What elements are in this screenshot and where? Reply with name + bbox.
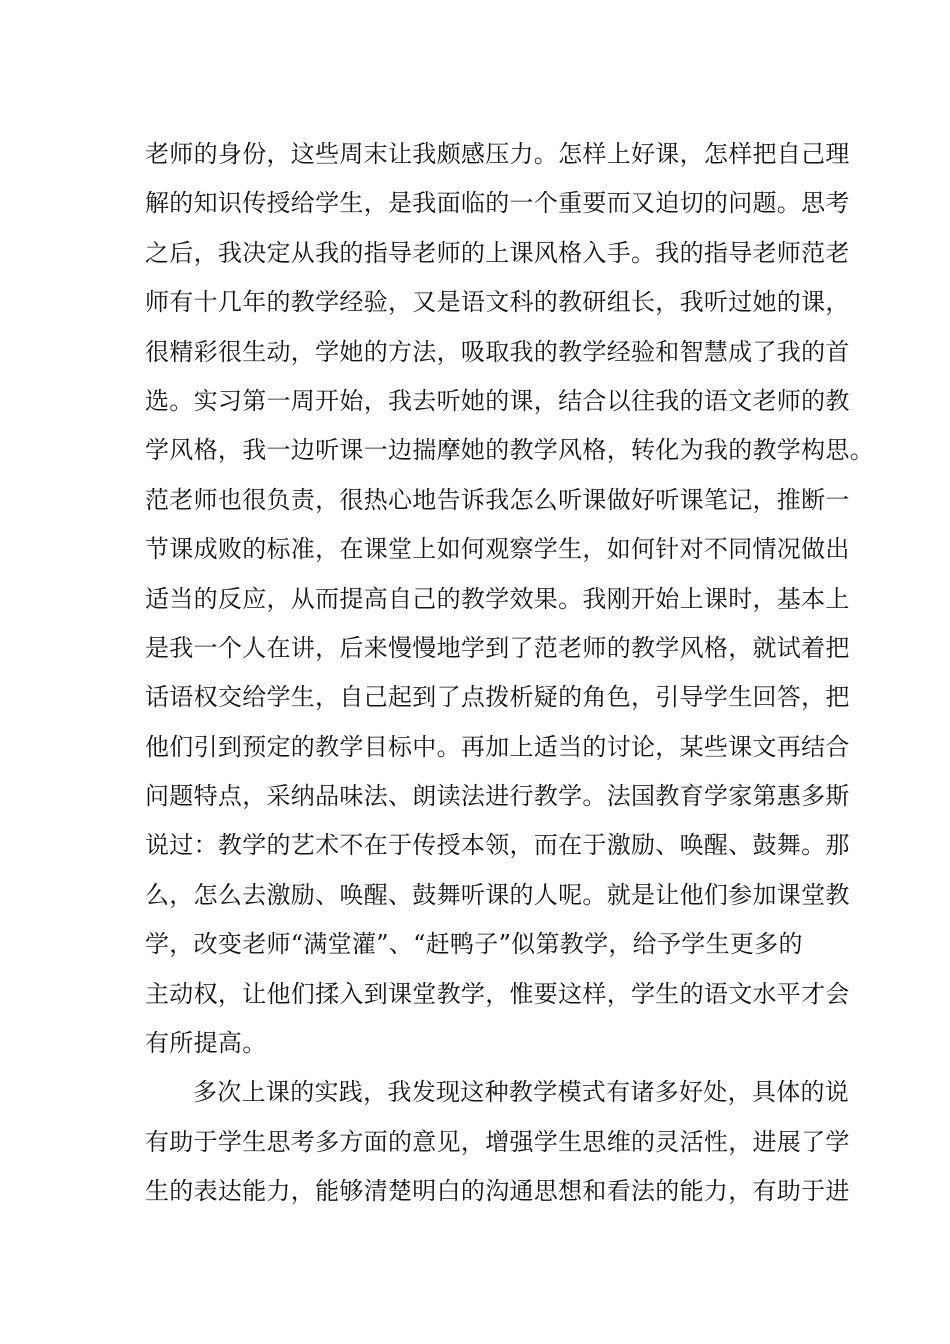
paragraph-2 <box>145 1068 850 1216</box>
text-line: 说过：教学的艺术不在于传授本领，而在于激励、唤醒、鼓舞。那 <box>145 831 850 860</box>
text-line: 选。实习第一周开始，我去听她的课，结合以往我的语文老师的教 <box>145 386 850 415</box>
text-line: 话语权交给学生，自己起到了点拨析疑的角色，引导学生回答，把 <box>145 683 850 712</box>
text-line: 老师的身份，这些周末让我颇感压力。怎样上好课，怎样把自己理 <box>145 140 850 168</box>
paragraph-1 <box>145 130 874 1068</box>
text-line: 么，怎么去激励、唤醒、鼓舞听课的人呢。就是让他们参加课堂教 <box>145 880 850 909</box>
text-line: 问题特点，采纳品味法、朗读法进行教学。法国教育学家第惠多斯 <box>145 782 850 811</box>
text-line: 适当的反应，从而提高自己的教学效果。我刚开始上课时，基本上 <box>145 584 850 613</box>
text-line: 范老师也很负责，很热心地告诉我怎么听课做好听课笔记，推断一 <box>145 485 850 514</box>
text-line: 他们引到预定的教学目标中。再加上适当的讨论，某些课文再结合 <box>145 732 850 761</box>
text-line: 很精彩很生动，学她的方法，吸取我的教学经验和智慧成了我的首 <box>145 337 850 366</box>
body-text <box>145 130 874 1217</box>
text-line: 解的知识传授给学生，是我面临的一个重要而又迫切的问题。思考 <box>145 189 850 218</box>
text-line: 有助于学生思考多方面的意见，增强学生思维的灵活性，进展了学 <box>145 1127 850 1156</box>
text-line: 有所提高。 <box>145 1029 267 1058</box>
text-line: 之后，我决定从我的指导老师的上课风格入手。我的指导老师范老 <box>145 238 850 267</box>
text-line: 是我一个人在讲，后来慢慢地学到了范老师的教学风格，就试着把 <box>145 633 850 662</box>
text-line: 生的表达能力，能够清楚明白的沟通思想和看法的能力，有助于进 <box>145 1177 850 1206</box>
text-line: 多次上课的实践，我发现这种教学模式有诸多好处，具体的说 <box>193 1078 850 1107</box>
text-line: 学，改变老师“满堂灌”、“赶鸭子”似第教学，给予学生更多的 <box>145 930 803 959</box>
text-line: 师有十几年的教学经验，又是语文科的教研组长，我听过她的课， <box>145 288 850 317</box>
text-line: 学风格，我一边听课一边揣摩她的教学风格，转化为我的教学构思。 <box>145 436 874 465</box>
text-line: 节课成败的标准，在课堂上如何观察学生，如何针对不同情况做出 <box>145 535 850 564</box>
text-line: 主动权，让他们揉入到课堂教学，惟要这样，学生的语文水平才会 <box>145 979 850 1008</box>
